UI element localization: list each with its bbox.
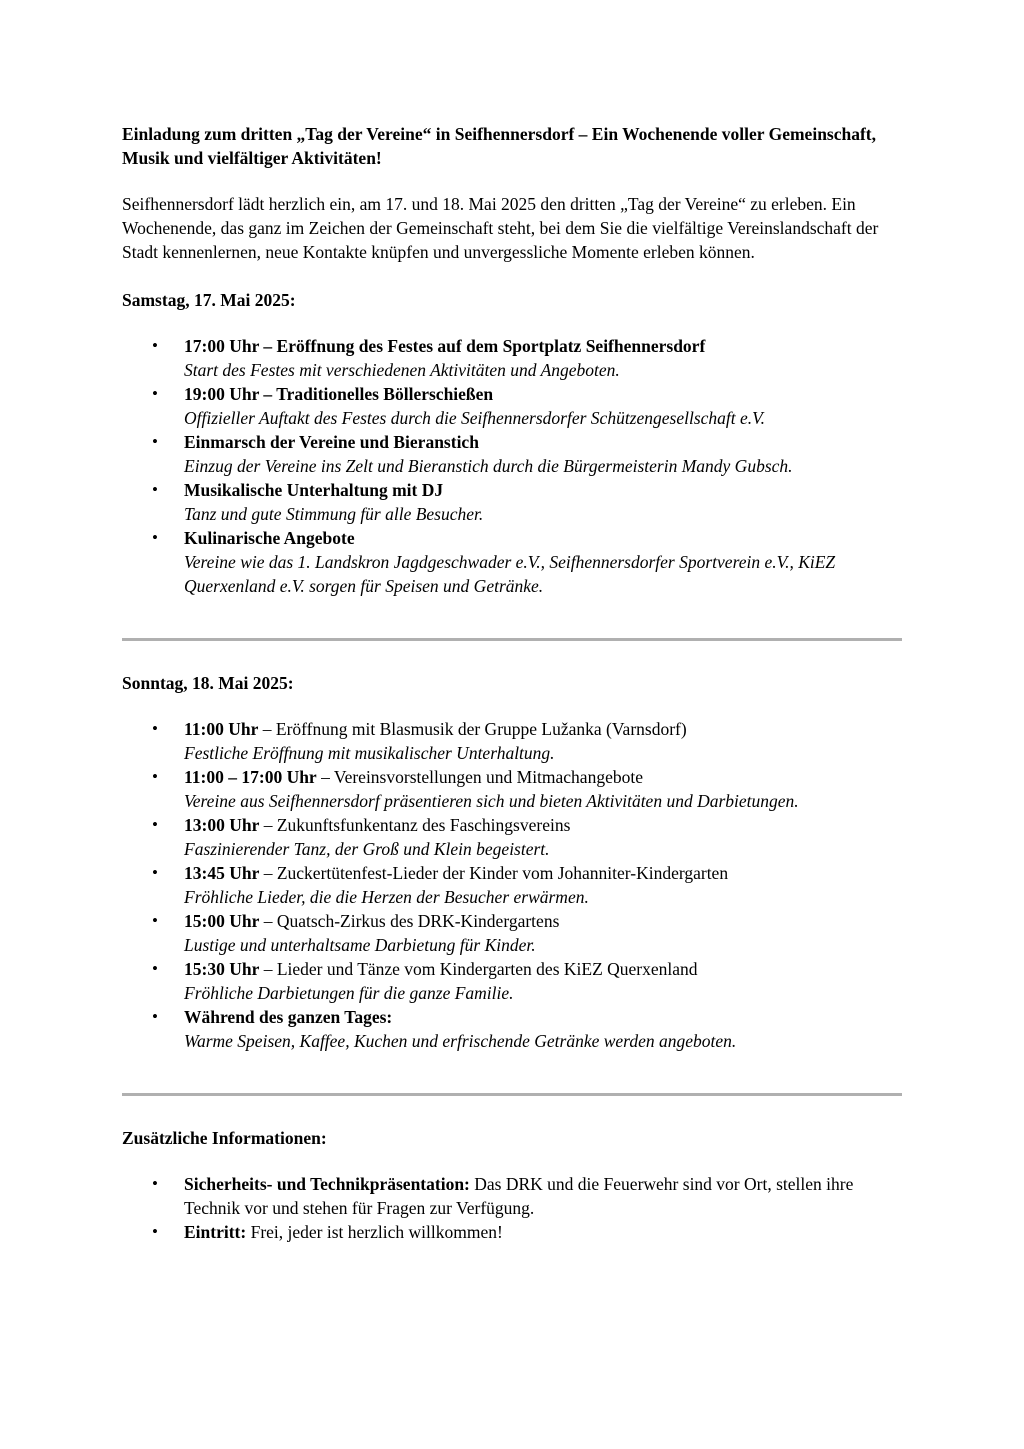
list-item [122, 430, 902, 478]
item-title: 17:00 Uhr – Eröffnung des Festes auf dem Sportplatz Seifhennersdorf [184, 336, 706, 356]
item-title: 13:45 Uhr [184, 863, 260, 883]
bullet-icon: • [152, 432, 158, 451]
bullet-icon: • [152, 767, 158, 786]
list-item [122, 1005, 902, 1053]
intro-paragraph: Seifhennersdorf lädt herzlich ein, am 17. und 18. Mai 2025 den dritten „Tag der Vereine“ zu erleben. Ein Wochenende, das ganz im Zeichen der Gemeinschaft steht, bei dem Sie die vielfältige Vereinslandschaft der Stadt kennenlernen, neue Kontakte knüpfen und unvergessliche Momente erleben können. [122, 194, 879, 262]
item-title: 11:00 – 17:00 Uhr [184, 767, 317, 787]
bullet-icon: • [152, 1222, 158, 1241]
item-title: Einmarsch der Vereine und Bieranstich [184, 432, 479, 452]
list-item [122, 334, 902, 382]
item-description: Einzug der Vereine ins Zelt und Bieranstich durch die Bürgermeisterin Mandy Gubsch. [184, 456, 793, 476]
item-text: Das DRK und die Feuerwehr sind vor Ort, stellen ihre Technik vor und stehen für Fragen zur Verfügung. [184, 1174, 854, 1218]
info-heading: Zusätzliche Informationen: [122, 1128, 327, 1148]
item-text: – Eröffnung mit Blasmusik der Gruppe Lužanka (Varnsdorf) [258, 719, 687, 739]
list-item [122, 909, 902, 957]
item-title: 13:00 Uhr [184, 815, 260, 835]
bullet-icon: • [152, 1007, 158, 1026]
item-title: Während des ganzen Tages: [184, 1007, 393, 1027]
list-item [122, 861, 902, 909]
item-text: – Quatsch-Zirkus des DRK-Kindergartens [259, 911, 560, 931]
list-item [122, 813, 902, 861]
bullet-icon: • [152, 959, 158, 978]
item-text: – Vereinsvorstellungen und Mitmachangebote [316, 767, 643, 787]
list-item [122, 765, 902, 813]
item-description: Vereine wie das 1. Landskron Jagdgeschwader e.V., Seifhennersdorfer Sportverein e.V., KiEZ Querxenland e.V. sorgen für Speisen und Getränke. [184, 552, 836, 596]
item-title: 15:30 Uhr [184, 959, 260, 979]
list-item [122, 526, 902, 598]
item-description: Lustige und unterhaltsame Darbietung für Kinder. [184, 935, 536, 955]
item-description: Fröhliche Lieder, die die Herzen der Besucher erwärmen. [184, 887, 589, 907]
item-title: Sicherheits- und Technikpräsentation: [184, 1174, 470, 1194]
item-text: – Zukunftsfunkentanz des Faschingsvereins [259, 815, 571, 835]
bullet-icon: • [152, 815, 158, 834]
item-title: 11:00 Uhr [184, 719, 259, 739]
saturday-heading: Samstag, 17. Mai 2025: [122, 290, 296, 310]
item-text: – Zuckertütenfest-Lieder der Kinder vom Johanniter-Kindergarten [259, 863, 729, 883]
sunday-heading: Sonntag, 18. Mai 2025: [122, 673, 294, 693]
item-title: 15:00 Uhr [184, 911, 260, 931]
list-item [122, 1220, 902, 1244]
bullet-icon: • [152, 719, 158, 738]
item-title: Kulinarische Angebote [184, 528, 355, 548]
bullet-icon: • [152, 480, 158, 499]
item-title: Eintritt: [184, 1222, 247, 1242]
item-title: Musikalische Unterhaltung mit DJ [184, 480, 444, 500]
bullet-icon: • [152, 1174, 158, 1193]
item-description: Start des Festes mit verschiedenen Aktivitäten und Angeboten. [184, 360, 620, 380]
item-description: Tanz und gute Stimmung für alle Besucher. [184, 504, 484, 524]
list-item [122, 717, 902, 765]
list-item [122, 957, 902, 1005]
sunday-list [122, 717, 902, 1053]
list-item [122, 1172, 904, 1220]
bullet-icon: • [152, 528, 158, 547]
item-description: Festliche Eröffnung mit musikalischer Unterhaltung. [184, 743, 555, 763]
item-description: Offizieller Auftakt des Festes durch die Seifhennersdorfer Schützengesellschaft e.V. [184, 408, 765, 428]
document-title: Einladung zum dritten „Tag der Vereine“ in Seifhennersdorf – Ein Wochenende voller Gemeinschaft, Musik und vielfältiger Aktivitäten! [122, 124, 877, 168]
list-item [122, 478, 902, 526]
item-title: 19:00 Uhr – Traditionelles Böllerschießen [184, 384, 494, 404]
bullet-icon: • [152, 911, 158, 930]
bullet-icon: • [152, 384, 158, 403]
item-text: Frei, jeder ist herzlich willkommen! [246, 1222, 503, 1242]
info-list [122, 1172, 902, 1244]
list-item [122, 382, 902, 430]
item-description: Warme Speisen, Kaffee, Kuchen und erfrischende Getränke werden angeboten. [184, 1031, 737, 1051]
bullet-icon: • [152, 336, 158, 355]
item-description: Faszinierender Tanz, der Groß und Klein begeistert. [184, 839, 550, 859]
item-description: Fröhliche Darbietungen für die ganze Familie. [184, 983, 514, 1003]
item-text: – Lieder und Tänze vom Kindergarten des KiEZ Querxenland [259, 959, 698, 979]
bullet-icon: • [152, 863, 158, 882]
item-description: Vereine aus Seifhennersdorf präsentieren sich und bieten Aktivitäten und Darbietungen. [184, 791, 799, 811]
saturday-list [122, 334, 902, 598]
